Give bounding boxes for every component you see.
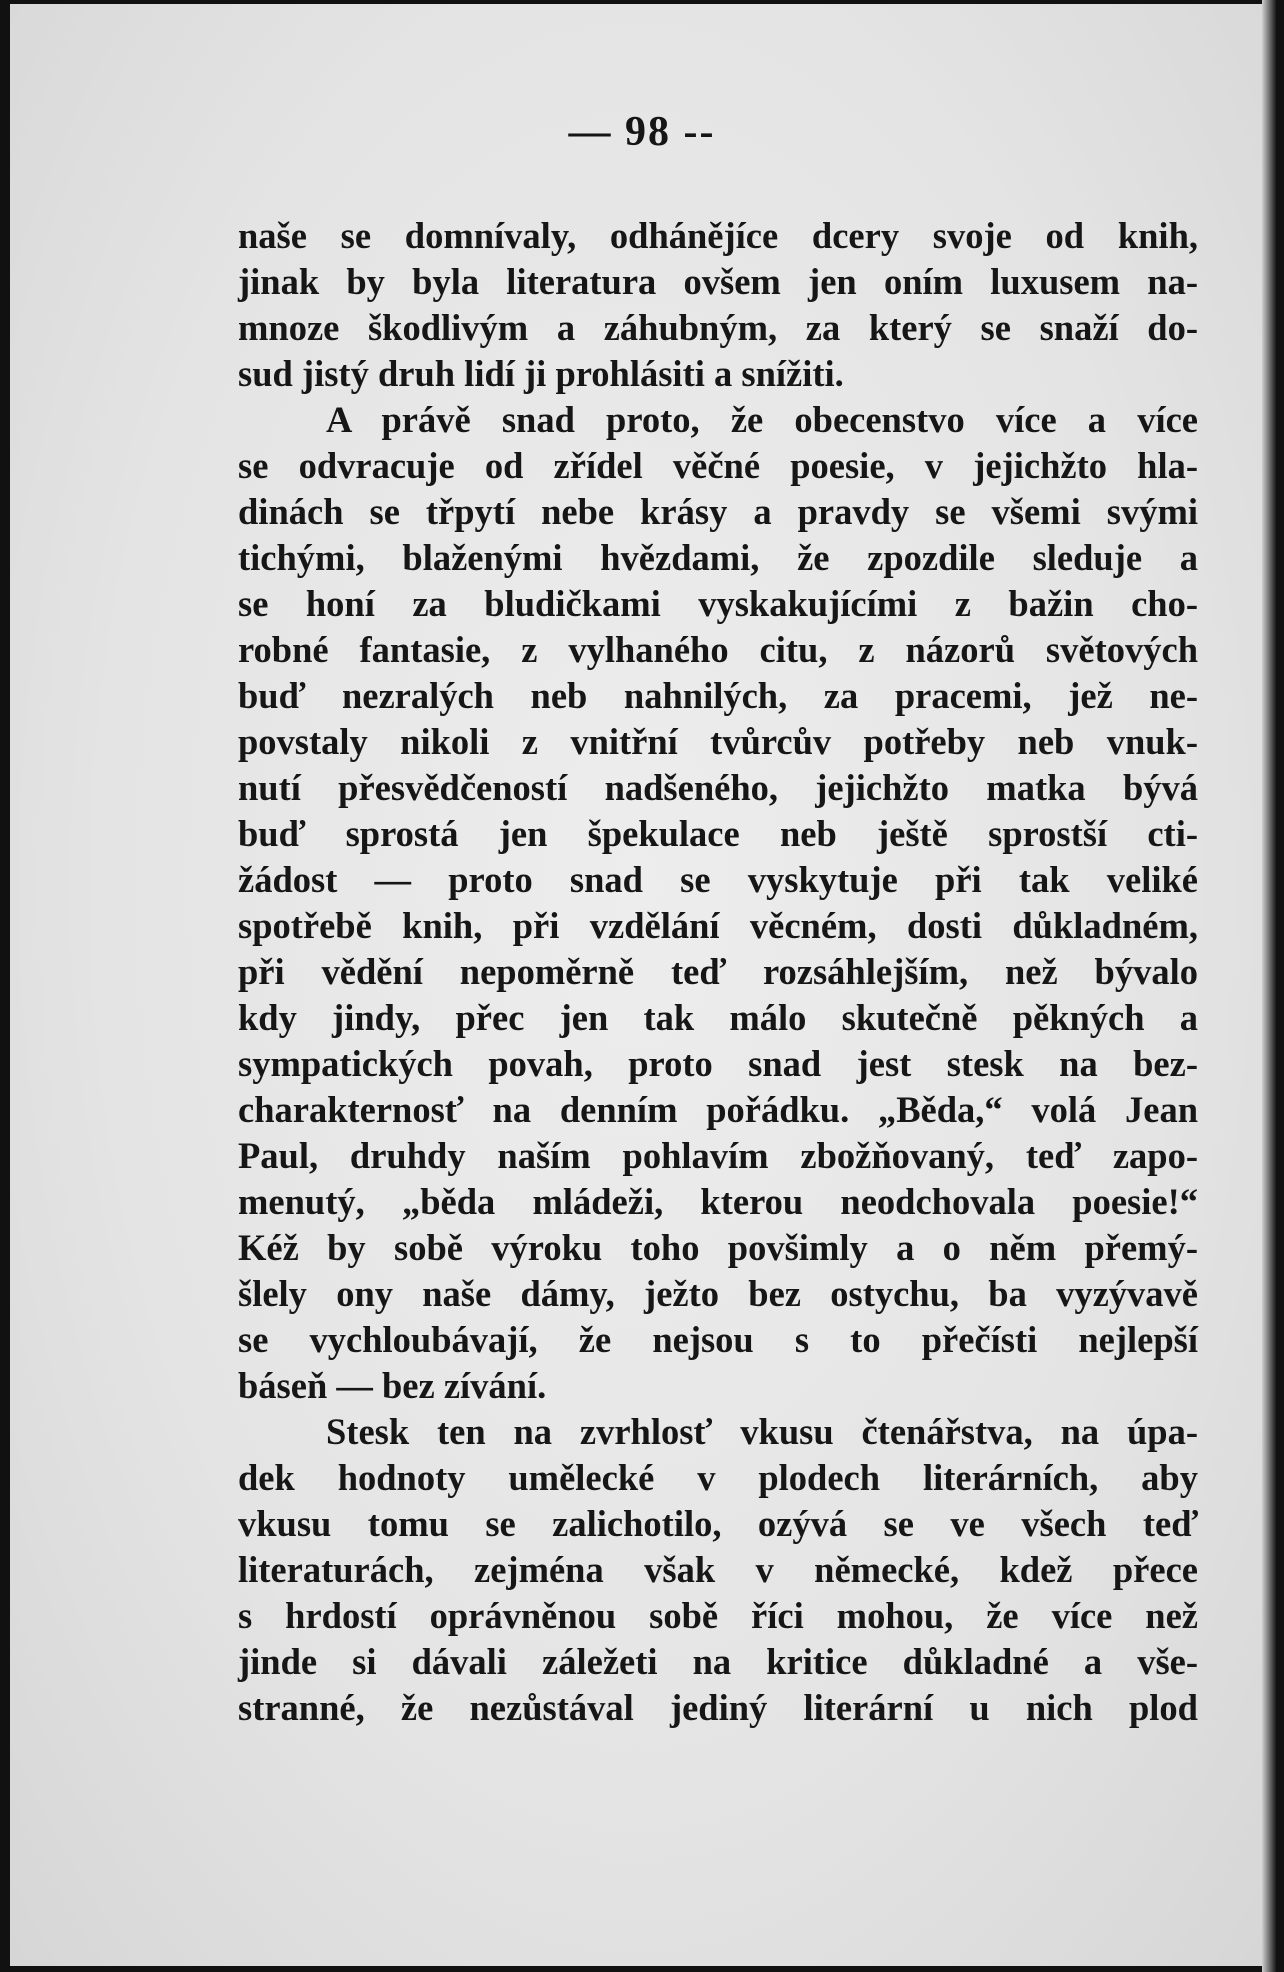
text-line: tichými, blaženými hvězdami, že zpozdile sleduje a	[238, 537, 1198, 578]
text-line: sud jistý druh lidí ji prohlásiti a snížiti.	[238, 353, 844, 394]
text-line: charakternosť na denním pořádku. „Běda,“ volá Jean	[238, 1089, 1198, 1130]
text-line: Stesk ten na zvrhlosť vkusu čtenářstva, na úpa-	[326, 1411, 1198, 1452]
text-line: dinách se třpytí nebe krásy a pravdy se všemi svými	[238, 491, 1198, 532]
body-text	[238, 213, 1198, 1731]
text-line: jinak by byla literatura ovšem jen oním luxusem na-	[238, 261, 1198, 302]
page-number: — 98 --	[568, 109, 716, 155]
text-line: jinde si dávali záležeti na kritice důkladné a vše-	[238, 1641, 1198, 1682]
text-line: se vychloubávají, že nejsou s to přečísti nejlepší	[238, 1319, 1198, 1360]
text-line: nutí přesvědčeností nadšeného, jejichžto matka bývá	[238, 767, 1198, 808]
text-line: dek hodnoty umělecké v plodech literárních, aby	[238, 1457, 1198, 1498]
text-line: šlely ony naše dámy, ježto bez ostychu, ba vyzývavě	[238, 1273, 1198, 1314]
text-line: buď sprostá jen špekulace neb ještě sprostší cti-	[238, 813, 1198, 854]
text-line: při vědění nepoměrně teď rozsáhlejším, než bývalo	[238, 951, 1198, 992]
text-line: spotřebě knih, při vzdělání věcném, dosti důkladném,	[238, 905, 1198, 946]
text-line: A právě snad proto, že obecenstvo více a více	[326, 399, 1198, 440]
text-line: báseň — bez zívání.	[238, 1365, 547, 1406]
text-line: povstaly nikoli z vnitřní tvůrcův potřeby neb vnuk-	[238, 721, 1198, 762]
text-line: naše se domnívaly, odhánějíce dcery svoje od knih,	[238, 215, 1198, 256]
text-line: vkusu tomu se zalichotilo, ozývá se ve všech teď	[238, 1503, 1198, 1544]
text-line: Kéž by sobě výroku toho povšimly a o něm přemý-	[238, 1227, 1198, 1268]
text-line: buď nezralých neb nahnilých, za pracemi, jež ne-	[238, 675, 1198, 716]
text-line: mnoze škodlivým a záhubným, za který se snaží do-	[238, 307, 1198, 348]
text-line: kdy jindy, přec jen tak málo skutečně pěkných a	[238, 997, 1198, 1038]
text-line: žádost — proto snad se vyskytuje při tak veliké	[238, 859, 1198, 900]
text-line: stranné, že nezůstával jediný literární u nich plod	[238, 1687, 1198, 1728]
text-line: literaturách, zejména však v německé, kdež přece	[238, 1549, 1198, 1590]
text-line: se honí za bludičkami vyskakujícími z bažin cho-	[238, 583, 1198, 624]
text-line: se odvracuje od zřídel věčné poesie, v jejichžto hla-	[238, 445, 1198, 486]
text-line: menutý, „běda mládeži, kterou neodchovala poesie!“	[238, 1181, 1198, 1222]
text-line: s hrdostí oprávněnou sobě říci mohou, že více než	[238, 1595, 1198, 1636]
page-edge-shadow	[1262, 0, 1276, 1972]
text-line: Paul, druhdy naším pohlavím zbožňovaný, teď zapo-	[238, 1135, 1198, 1176]
text-line: robné fantasie, z vylhaného citu, z názorů světových	[238, 629, 1198, 670]
text-line: sympatických povah, proto snad jest stesk na bez-	[238, 1043, 1198, 1084]
